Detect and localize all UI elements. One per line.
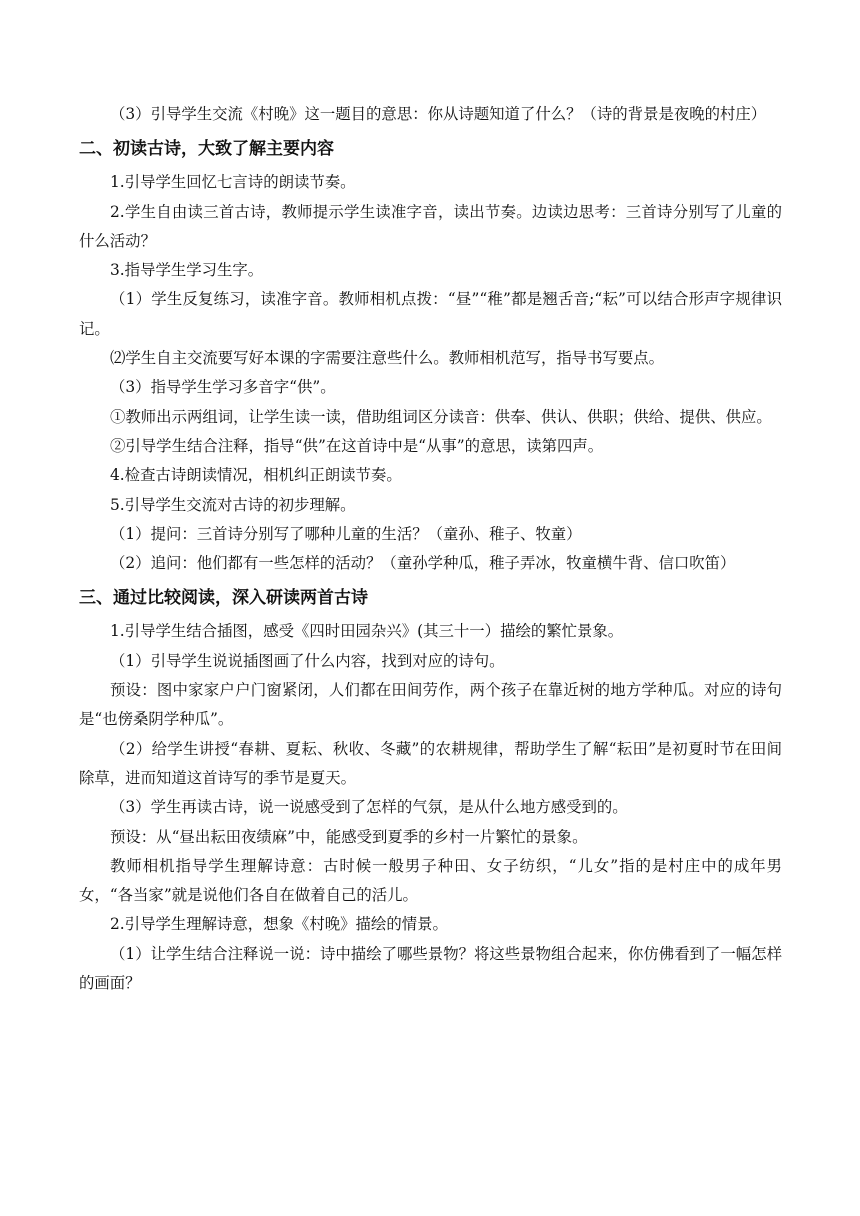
paragraph: （3）指导学生学习多音字“供”。 bbox=[110, 378, 336, 397]
paragraph: （3）引导学生交流《村晚》这一题目的意思：你从诗题知道了什么？（诗的背景是夜晚的村庄） bbox=[110, 105, 767, 123]
paragraph: （1）学生反复练习，读准字音。教师相机点拨：“昼”“稚”都是翘舌音;“耘”可以结合形声字规律识记。 bbox=[79, 290, 782, 338]
paragraph: ①教师出示两组词，让学生读一读，借助组词区分读音：供奉、供认、供职；供给、提供、供应。 bbox=[110, 407, 772, 426]
paragraph: 3.指导学生学习生字。 bbox=[110, 261, 264, 280]
paragraph: 5.引导学生交流对古诗的初步理解。 bbox=[110, 495, 356, 514]
paragraph: 2.引导学生理解诗意，想象《村晚》描绘的情景。 bbox=[110, 915, 448, 934]
paragraph: ②引导学生结合注释，指导“供”在这首诗中是“从事”的意思，读第四声。 bbox=[110, 436, 604, 455]
paragraph: （2）追问：他们都有一些怎样的活动？（童孙学种瓜，稚子弄冰，牧童横牛背、信口吹笛） bbox=[110, 554, 736, 573]
paragraph: （1）引导学生说说插图画了什么内容，找到对应的诗句。 bbox=[110, 651, 505, 670]
paragraph: 1.引导学生结合插图，感受《四时田园杂兴》(其三十一）描绘的繁忙景象。 bbox=[110, 622, 624, 641]
document-page bbox=[79, 100, 782, 998]
paragraph: （3）学生再读古诗，说一说感受到了怎样的气氛，是从什么地方感受到的。 bbox=[110, 798, 628, 817]
paragraph: 4.检查古诗朗读情况，相机纠正朗读节奏。 bbox=[110, 466, 402, 485]
paragraph: （1）提问：三首诗分别写了哪种儿童的生活？（童孙、稚子、牧童） bbox=[110, 524, 582, 543]
section-heading: 三、通过比较阅读，深入研读两首古诗 bbox=[79, 588, 368, 609]
paragraph: 预设：从“昼出耘田夜绩麻”中，能感受到夏季的乡村一片繁忙的景象。 bbox=[110, 827, 588, 846]
paragraph: 预设：图中家家户户门窗紧闭，人们都在田间劳作，两个孩子在靠近树的地方学种瓜。对应的诗句是“也傍桑阴学种瓜”。 bbox=[79, 681, 782, 729]
paragraph: （1）让学生结合注释说一说：诗中描绘了哪些景物？将这些景物组合起来，你仿佛看到了一幅怎样的画面？ bbox=[79, 944, 782, 993]
section-heading: 二、初读古诗，大致了解主要内容 bbox=[79, 139, 334, 160]
paragraph: （2）给学生讲授“春耕、夏耘、秋收、冬藏”的农耕规律，帮助学生了解“耘田”是初夏时节在田间除草，进而知道这首诗写的季节是夏天。 bbox=[79, 739, 782, 787]
paragraph: 1.引导学生回忆七言诗的朗读节奏。 bbox=[110, 173, 356, 192]
paragraph: ⑵学生自主交流要写好本课的字需要注意些什么。教师相机范写，指导书写要点。 bbox=[110, 349, 665, 368]
paragraph: 教师相机指导学生理解诗意：古时候一般男子种田、女子纺织，“儿女”指的是村庄中的成年男女，“各当家”就是说他们各自在做着自己的活儿。 bbox=[79, 856, 782, 905]
paragraph: 2.学生自由读三首古诗，教师提示学生读准字音，读出节奏。边读边思考：三首诗分别写了儿童的什么活动？ bbox=[79, 202, 782, 250]
